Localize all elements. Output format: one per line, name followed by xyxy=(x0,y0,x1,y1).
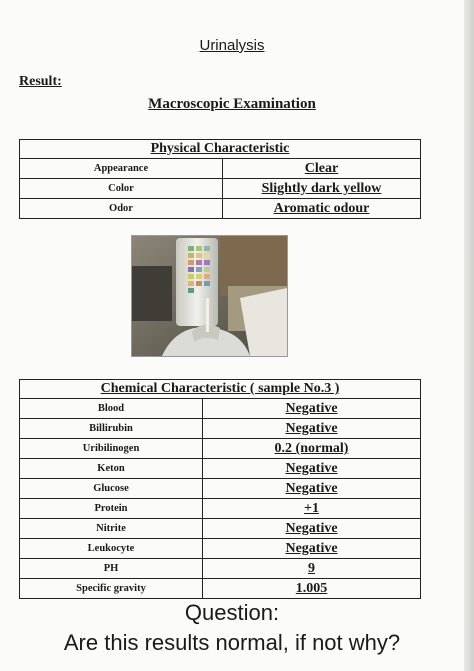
table-row xyxy=(20,199,421,219)
table-row xyxy=(20,579,421,599)
urine-test-strip-photo xyxy=(131,235,288,357)
row-value: Negative xyxy=(203,539,421,559)
result-label: Result: xyxy=(19,74,62,89)
row-label: Keton xyxy=(20,459,203,479)
table-row xyxy=(20,419,421,439)
row-value: Negative xyxy=(203,419,421,439)
row-value: 1.005 xyxy=(203,579,421,599)
row-value: Negative xyxy=(203,519,421,539)
strip-photo-illustration xyxy=(132,236,287,356)
page-edge xyxy=(464,0,474,671)
table-row xyxy=(20,539,421,559)
row-label: Color xyxy=(20,179,223,199)
table-row xyxy=(20,499,421,519)
row-label: Protein xyxy=(20,499,203,519)
row-label: Blood xyxy=(20,399,203,419)
physical-characteristic-table xyxy=(19,139,421,219)
question-text: Are this results normal, if not why? xyxy=(63,630,401,655)
row-label: Uribilinogen xyxy=(20,439,203,459)
chemical-table-header: Chemical Characteristic ( sample No.3 ) xyxy=(20,380,421,399)
table-row xyxy=(20,399,421,419)
row-label: Odor xyxy=(20,199,223,219)
row-label: Glucose xyxy=(20,479,203,499)
table-row xyxy=(20,159,421,179)
row-label: Billirubin xyxy=(20,419,203,439)
table-row xyxy=(20,459,421,479)
question-label: Question: xyxy=(184,600,280,625)
physical-table-header: Physical Characteristic xyxy=(20,140,421,159)
table-row xyxy=(20,479,421,499)
row-value: Negative xyxy=(203,479,421,499)
row-label: PH xyxy=(20,559,203,579)
table-row xyxy=(20,519,421,539)
document-title: Urinalysis xyxy=(199,37,265,54)
row-value: Slightly dark yellow xyxy=(223,179,421,199)
row-value: Negative xyxy=(203,399,421,419)
row-label: Specific gravity xyxy=(20,579,203,599)
table-row xyxy=(20,559,421,579)
row-label: Appearance xyxy=(20,159,223,179)
row-value: Aromatic odour xyxy=(223,199,421,219)
row-value: 9 xyxy=(203,559,421,579)
macroscopic-heading: Macroscopic Examination xyxy=(148,96,316,112)
row-label: Nitrite xyxy=(20,519,203,539)
row-value: Clear xyxy=(223,159,421,179)
row-value: +1 xyxy=(203,499,421,519)
row-value: 0.2 (normal) xyxy=(203,439,421,459)
table-row xyxy=(20,179,421,199)
row-label: Leukocyte xyxy=(20,539,203,559)
row-value: Negative xyxy=(203,459,421,479)
chemical-characteristic-table xyxy=(19,379,421,599)
table-row xyxy=(20,439,421,459)
